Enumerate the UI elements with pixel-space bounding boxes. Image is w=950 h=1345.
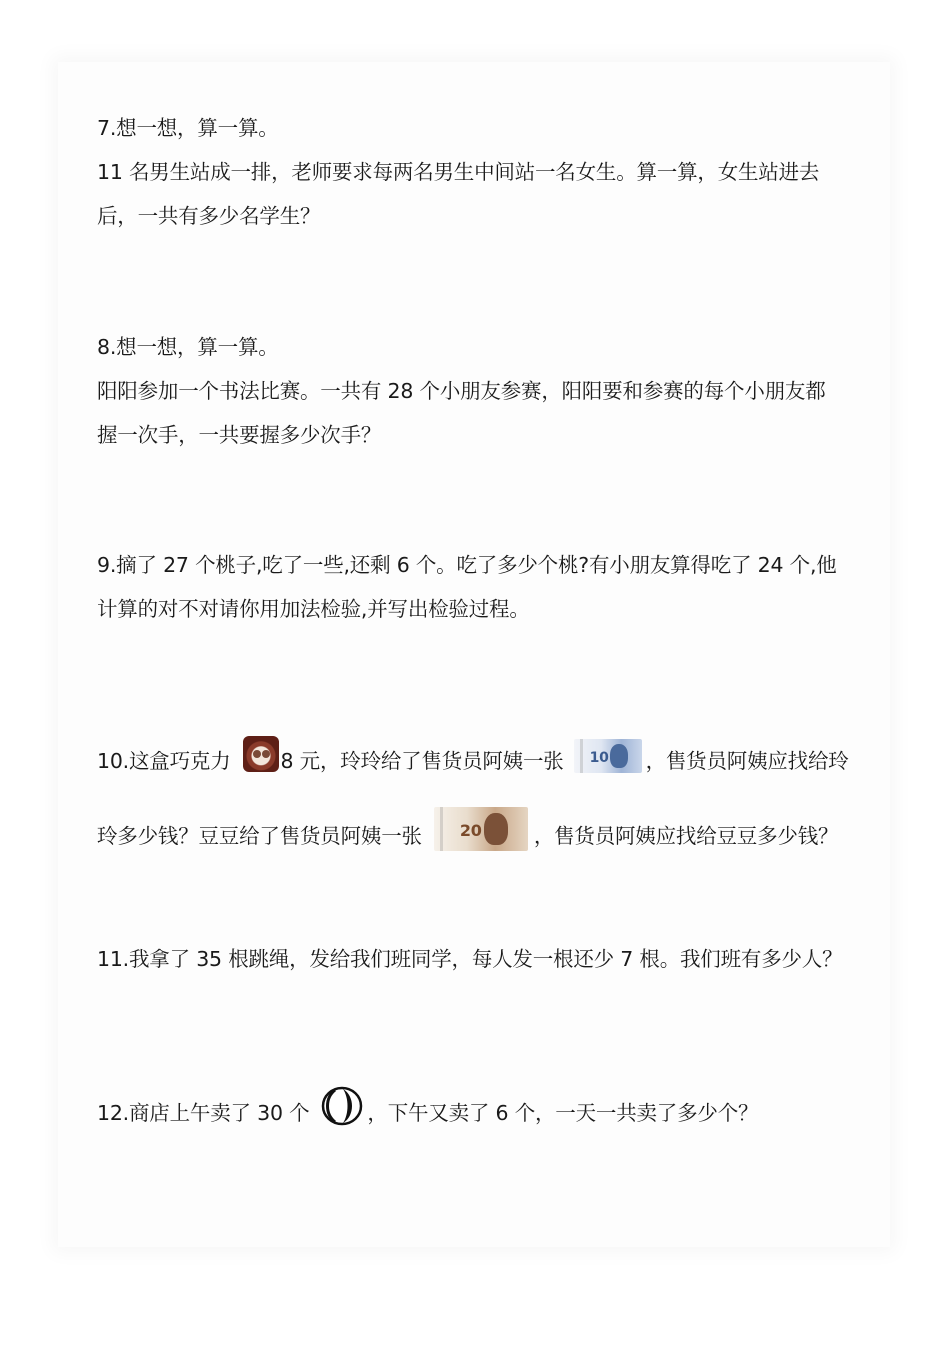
- q10-text-part-2: 8 元，玲玲给了售货员阿姨一张: [280, 749, 564, 773]
- ball-icon: [321, 1086, 363, 1126]
- q9-text-line-2: 计算的对不对请你用加法检验,并写出检验过程。: [97, 597, 530, 621]
- q7-text-line-2: 后，一共有多少名学生？: [97, 204, 321, 228]
- chocolate-box-icon: [243, 736, 279, 772]
- worksheet-page: [58, 62, 890, 1247]
- q9-text-line-1: 9.摘了 27 个桃子,吃了一些,还剩 6 个。吃了多少个桃?有小朋友算得吃了 24 个,他: [97, 553, 837, 577]
- q7-text-line-1: 11 名男生站成一排，老师要求每两名男生中间站一名女生。算一算，女生站进去: [97, 160, 820, 184]
- q8-text-line-1: 阳阳参加一个书法比赛。一共有 28 个小朋友参赛，阳阳要和参赛的每个小朋友都: [97, 379, 826, 403]
- q7-title: 7.想一想，算一算。: [97, 116, 279, 140]
- q11-text-line-1: 11.我拿了 35 根跳绳，发给我们班同学，每人发一根还少 7 根。我们班有多少人？: [97, 947, 843, 971]
- ten-yuan-note-icon: [574, 739, 642, 773]
- twenty-yuan-note-icon: [434, 807, 528, 851]
- q10-text-line-2: [97, 815, 838, 859]
- q8-title: 8.想一想，算一算。: [97, 335, 279, 359]
- q10-text-line-1: [97, 744, 849, 780]
- q10-text-part-3: ，售货员阿姨应找给玲: [645, 749, 849, 773]
- twenty-yuan-note-value: 20: [459, 821, 482, 840]
- q10-text-part-5: ，售货员阿姨应找给豆豆多少钱？: [533, 824, 839, 848]
- q12-text-part-1: 12.商店上午卖了 30 个: [97, 1101, 310, 1125]
- q10-text-part-4: 玲多少钱？豆豆给了售货员阿姨一张: [97, 824, 422, 848]
- q8-text-line-2: 握一次手，一共要握多少次手？: [97, 423, 382, 447]
- q10-text-part-1: 10.这盒巧克力: [97, 749, 231, 773]
- ten-yuan-note-value: 10: [589, 750, 609, 766]
- q12-text-part-2: ，下午又卖了 6 个，一天一共卖了多少个？: [367, 1101, 759, 1125]
- q12-text-line-1: [97, 1094, 758, 1134]
